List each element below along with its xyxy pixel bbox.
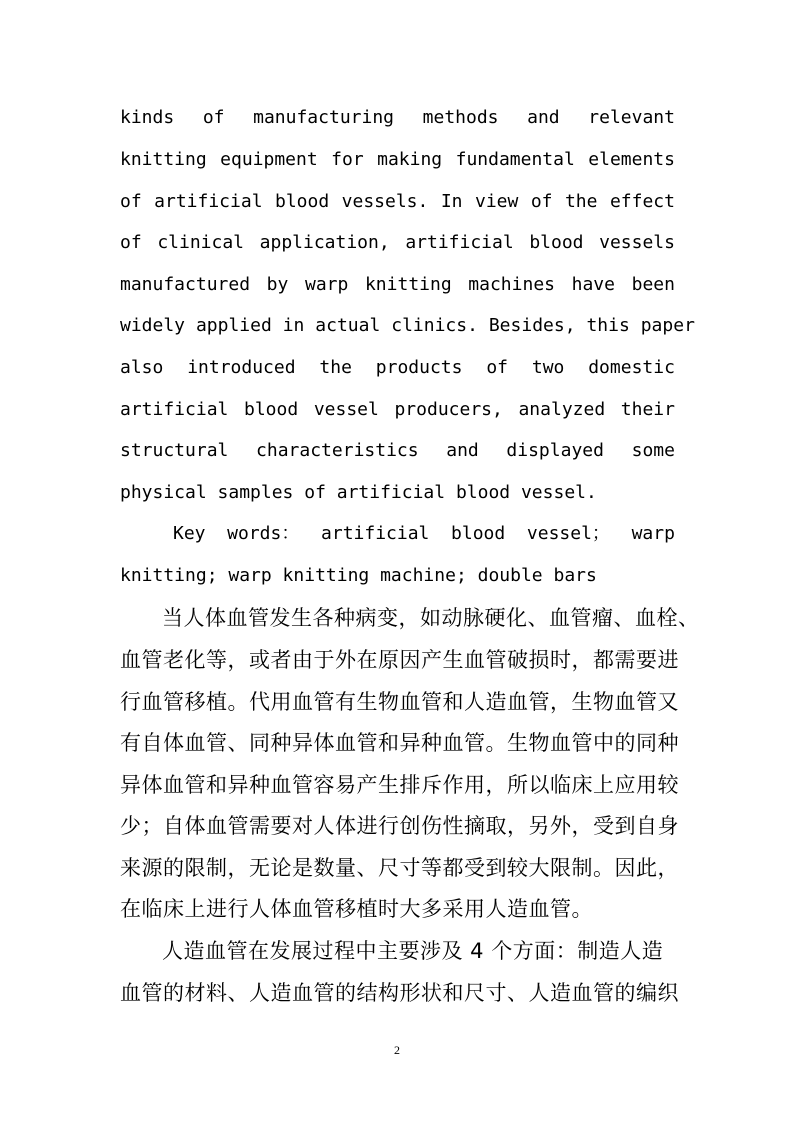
body-text-line: 异体血管和异种血管容易产生排斥作用，所以临床上应用较 xyxy=(120,773,679,797)
keywords-line: knitting; warp knitting machine; double bars xyxy=(120,565,597,586)
body-text-line: 血管老化等，或者由于外在原因产生血管破损时，都需要进 xyxy=(120,648,679,672)
page-number: 2 xyxy=(394,1043,400,1057)
body-text-line: 来源的限制，无论是数量、尺寸等都受到较大限制。因此， xyxy=(120,856,679,880)
abstract-line: kinds of manufacturing methods and relevant xyxy=(120,107,675,128)
body-text-line: 少；自体血管需要对人体进行创伤性摘取，另外，受到自身 xyxy=(120,814,679,838)
abstract-line: also introduced the products of two domestic xyxy=(120,357,675,378)
abstract-line: widely applied in actual clinics. Besides, this paper xyxy=(120,315,695,336)
abstract-line: of clinical application, artificial blood vessels xyxy=(120,232,675,253)
abstract-line: of artificial blood vessels. In view of the effect xyxy=(120,191,675,212)
body-text-line: 有自体血管、同种异体血管和异种血管。生物血管中的同种 xyxy=(120,731,679,755)
abstract-line: knitting equipment for making fundamental elements xyxy=(120,149,675,170)
abstract-line: physical samples of artificial blood vessel. xyxy=(120,482,597,503)
abstract-line: structural characteristics and displayed some xyxy=(120,440,675,461)
body-text-line: 当人体血管发生各种病变，如动脉硬化、血管瘤、血栓、 xyxy=(162,606,700,630)
abstract-line: artificial blood vessel producers, analyzed their xyxy=(120,399,675,420)
body-text-line: 人造血管在发展过程中主要涉及 4 个方面：制造人造 xyxy=(162,939,664,963)
body-text-line: 血管的材料、人造血管的结构形状和尺寸、人造血管的编织 xyxy=(120,981,679,1005)
body-text-line: 在临床上进行人体血管移植时大多采用人造血管。 xyxy=(120,897,593,921)
abstract-line: manufactured by warp knitting machines have been xyxy=(120,274,675,295)
keywords-line: Key words： artificial blood vessel； warp xyxy=(173,523,675,544)
body-text-line: 行血管移植。代用血管有生物血管和人造血管，生物血管又 xyxy=(120,690,679,714)
